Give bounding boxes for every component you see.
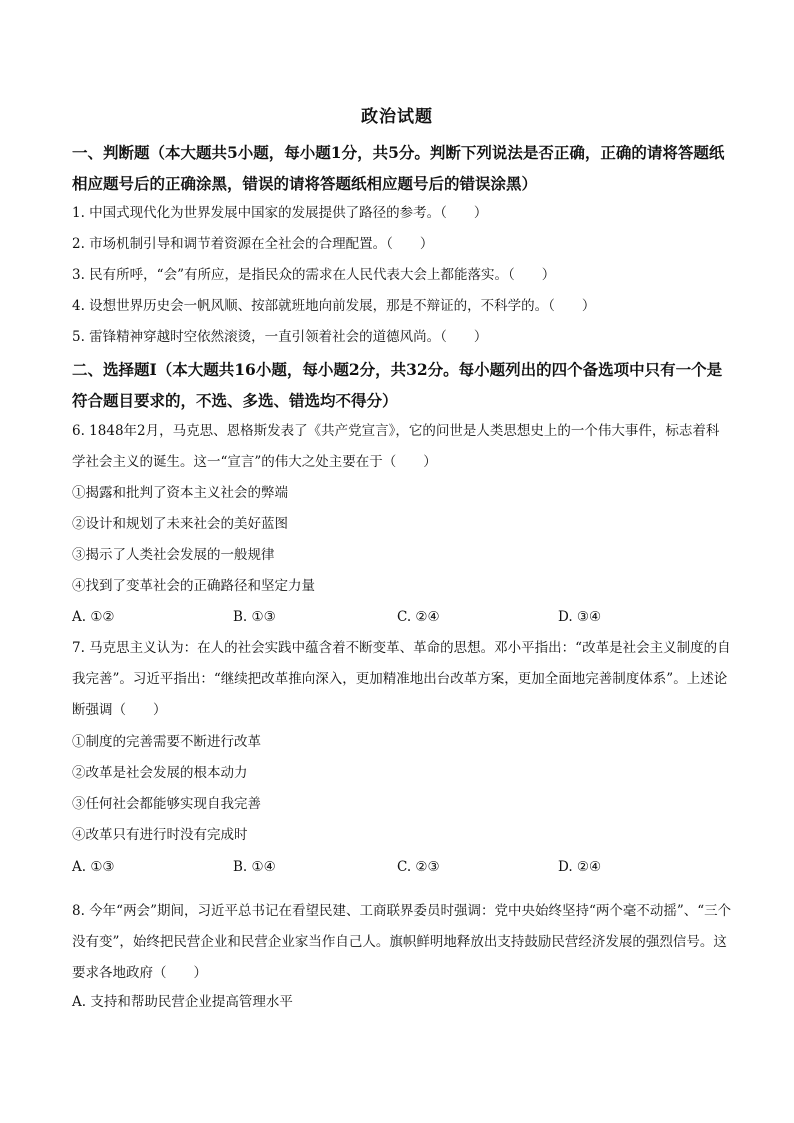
judgement-item-5: 5. 雷锋精神穿越时空依然滚烫，一直引领着社会的道德风尚。（ ） [72, 329, 488, 345]
judgement-item-2: 2. 市场机制引导和调节着资源在全社会的合理配置。（ ） [72, 236, 434, 252]
q6-choice-b: B. ①③ [233, 609, 276, 625]
page-title: 政治试题 [361, 107, 433, 127]
q6-option-2: ②设计和规划了未来社会的美好蓝图 [72, 516, 288, 532]
q7-choice-d: D. ②④ [558, 859, 602, 875]
q6-option-1: ①揭露和批判了资本主义社会的弊端 [72, 485, 288, 501]
q7-choice-a: A. ①③ [72, 859, 115, 875]
q7-stem: 7. 马克思主义认为：在人的社会实践中蕴含着不断变革、革命的思想。邓小平指出：“改革是社会主义制度的自我完善”。习近平指出：“继续把改革推向深入，更加精准地出台改革方案，更加全面地完善制度体系”。上述论断强调（ ） [72, 640, 731, 718]
q7-option-4: ④改革只有进行时没有完成时 [72, 827, 248, 843]
section2-header: 二、选择题Ⅰ（本大题共16小题，每小题2分，共32分。每小题列出的四个备选项中只有一个是符合题目要求的，不选、多选、错选均不得分） [72, 360, 723, 410]
q6-choice-c: C. ②④ [397, 609, 440, 625]
judgement-item-3: 3. 民有所呼，“会”有所应，是指民众的需求在人民代表大会上都能落实。（ ） [72, 267, 556, 283]
q7-choice-c: C. ②③ [397, 859, 440, 875]
q6-option-3: ③揭示了人类社会发展的一般规律 [72, 547, 275, 563]
q7-option-2: ②改革是社会发展的根本动力 [72, 765, 248, 781]
judgement-item-1: 1. 中国式现代化为世界发展中国家的发展提供了路径的参考。（ ） [72, 205, 488, 221]
q7-choice-b: B. ①④ [233, 859, 276, 875]
section1-header: 一、判断题（本大题共5小题，每小题1分，共5分。判断下列说法是否正确，正确的请将答题纸相应题号后的正确涂黑，错误的请将答题纸相应题号后的错误涂黑） [72, 143, 725, 193]
q6-choice-a: A. ①② [72, 609, 115, 625]
q8-stem: 8. 今年“两会”期间，习近平总书记在看望民建、工商联界委员时强调：党中央始终坚持“两个毫不动摇”、“三个没有变”，始终把民营企业和民营企业家当作自己人。旗帜鲜明地释放出支持鼓励民营经济发展的强烈信号。这要求各地政府（ ） [72, 903, 732, 981]
judgement-item-4: 4. 设想世界历史会一帆风顺、按部就班地向前发展，那是不辩证的，不科学的。（ ） [72, 298, 596, 314]
q6-stem: 6. 1848年2月，马克思、恩格斯发表了《共产党宣言》，它的问世是人类思想史上的一个伟大事件，标志着科学社会主义的诞生。这一“宣言”的伟大之处主要在于（ ） [72, 423, 720, 470]
q6-choice-d: D. ③④ [558, 609, 602, 625]
q6-option-4: ④找到了变革社会的正确路径和坚定力量 [72, 578, 315, 594]
q8-option-a: A. 支持和帮助民营企业提高管理水平 [72, 994, 293, 1010]
q7-option-1: ①制度的完善需要不断进行改革 [72, 734, 261, 750]
q7-option-3: ③任何社会都能够实现自我完善 [72, 796, 261, 812]
